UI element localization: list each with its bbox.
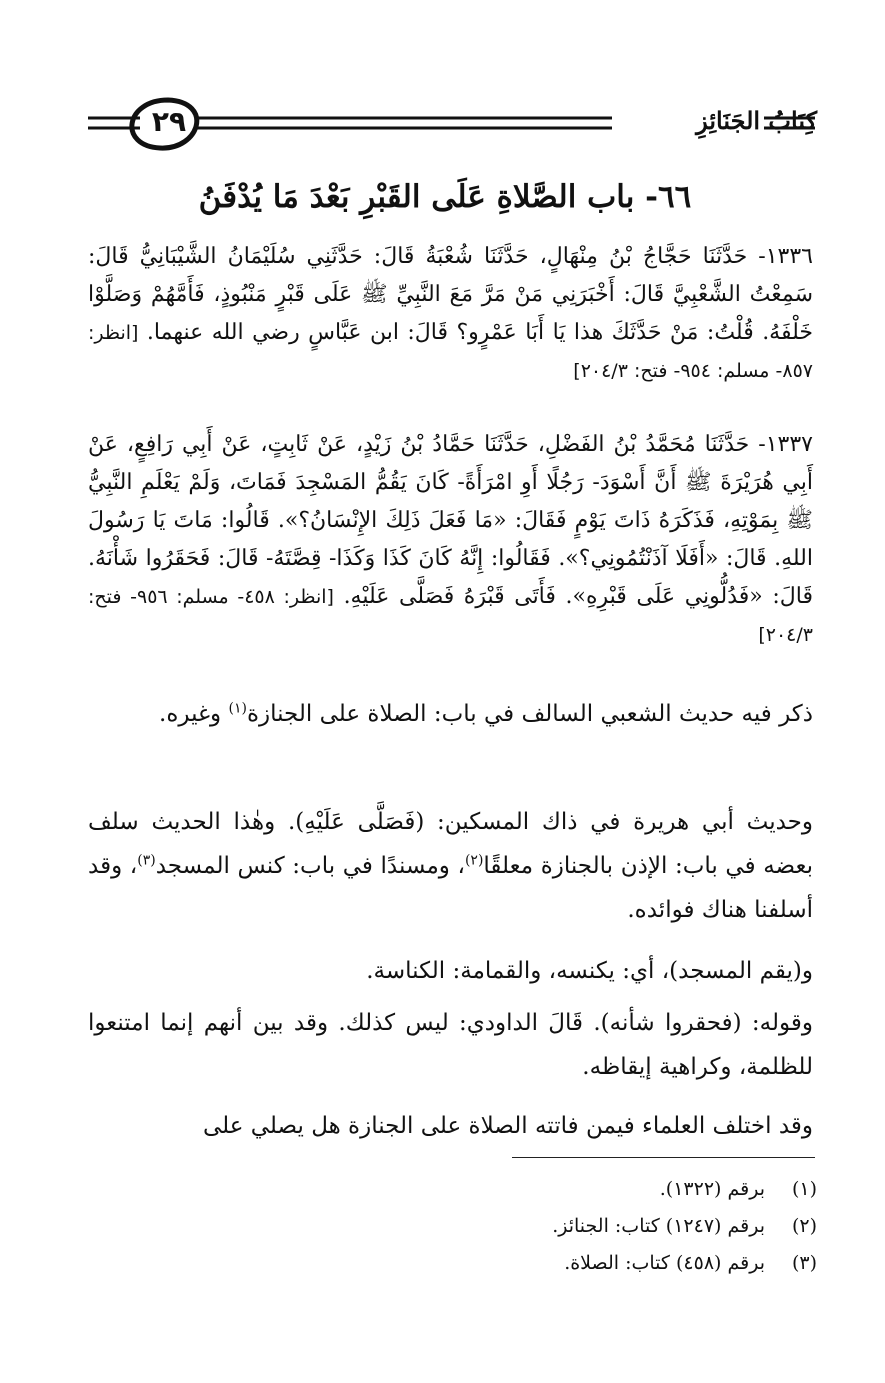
commentary-paragraph — [88, 949, 813, 993]
commentary-paragraph — [88, 692, 813, 736]
footnote-text: برقم (١٢٤٧) كتاب: الجنائز. — [552, 1215, 765, 1237]
commentary-text: و(يقم المسجد)، أي: يكنسه، والقمامة: الكناسة. — [366, 958, 813, 984]
footnote-number: (٢) — [791, 1215, 817, 1237]
page-header — [0, 92, 885, 162]
chapter-title: ٦٦- باب الصَّلاةِ عَلَى القَبْرِ بَعْدَ مَا يُدْفَنُ — [198, 179, 692, 215]
footnote-divider — [512, 1157, 815, 1158]
footnote-item — [552, 1208, 817, 1245]
hadith-reference: [انظر: ٨٥٧- مسلم: ٩٥٤- فتح: ٢٠٤/٣] — [88, 322, 813, 382]
footnotes — [552, 1171, 817, 1282]
footnote-number: (٣) — [791, 1252, 817, 1274]
commentary-text: وغيره. — [159, 701, 229, 727]
commentary-text: وقد اختلف العلماء فيمن فاتته الصلاة على الجنازة هل يصلي على — [202, 1113, 813, 1139]
commentary-paragraph — [88, 1104, 813, 1148]
commentary-text: ، وقد أسلفنا هناك فوائده. — [88, 853, 813, 923]
footnote-item — [552, 1245, 817, 1282]
hadith-text: ١٣٣٦- حَدَّثَنَا حَجَّاجُ بْنُ مِنْهَالٍ، حَدَّثَنَا شُعْبَةُ قَالَ: حَدَّثَنِي سُلَيْمَانُ الشَّيْبَانِيُّ قَالَ: سَمِعْتُ الشَّعْبِيَّ قَالَ: أَخْبَرَنِي مَنْ مَرَّ مَعَ النَّبِيِّ ﷺ عَلَى قَبْرٍ مَنْبُوذٍ، فَأَمَّهُمْ وَصَلَّوْا خَلْفَهُ. قُلْتُ: مَنْ حَدَّثَكَ هذا يَا أَبَا عَمْرٍو؟ قَالَ: ابن عَبَّاسٍ رضي الله عنهما. — [88, 244, 813, 345]
commentary-text: وقوله: (فحقروا شأنه). قَالَ الداودي: ليس كذلك. وقد بين أنهم إنما امتنعوا للظلمة، وكراهية إيقاظه. — [88, 1010, 813, 1080]
commentary-text: وحديث أبي هريرة في ذاك المسكين: (فَصَلَّى عَلَيْهِ). وهٰذا الحديث سلف بعضه في باب: الإذن بالجنازة معلقًا — [88, 809, 813, 879]
footnote-number: (١) — [791, 1178, 817, 1200]
hadith-1336 — [88, 238, 813, 390]
commentary-text: ذكر فيه حديث الشعبي السالف في باب: الصلاة على الجنازة — [246, 701, 813, 727]
footnote-text: برقم (١٣٢٢). — [659, 1178, 765, 1200]
footnote-marker[interactable]: (١) — [228, 700, 247, 717]
footnote-item — [552, 1171, 817, 1208]
commentary-paragraph — [88, 800, 813, 932]
hadith-1337 — [88, 426, 813, 654]
hadith-reference: [انظر: ٤٥٨- مسلم: ٩٥٦- فتح: ٢٠٤/٣] — [88, 586, 813, 646]
footnote-marker[interactable]: (٣) — [137, 852, 156, 869]
page-number: ٢٩ — [151, 105, 187, 138]
running-title: كِتَابُ الجَنَائِزِ — [696, 106, 817, 135]
commentary-text: ، ومسندًا في باب: كنس المسجد — [155, 853, 465, 879]
hadith-text: ١٣٣٧- حَدَّثَنَا مُحَمَّدُ بْنُ الفَضْلِ، حَدَّثَنَا حَمَّادُ بْنُ زَيْدٍ، عَنْ ثَابِتٍ، عَنْ أَبِي رَافِعٍ، عَنْ أَبِي هُرَيْرَةَ ﷺ أَنَّ أَسْوَدَ- رَجُلًا أَوِ امْرَأَةً- كَانَ يَقُمُّ المَسْجِدَ فَمَاتَ، وَلَمْ يَعْلَمِ النَّبِيُّ ﷺ بِمَوْتِهِ، فَذَكَرَهُ ذَاتَ يَوْمٍ فَقَالَ: «مَا فَعَلَ ذَلِكَ الإِنْسَانُ؟». قَالُوا: مَاتَ يَا رَسُولَ اللهِ. قَالَ: «أَفَلَا آذَنْتُمُونِي؟». فَقَالُوا: إِنَّهُ كَانَ كَذَا وَكَذَا- قِصَّتَهُ- قَالَ: فَحَقَرُوا شَأْنَهُ. قَالَ: «فَدُلُّونِي عَلَى قَبْرِهِ». فَأَتَى قَبْرَهُ فَصَلَّى عَلَيْهِ. — [88, 432, 813, 609]
footnote-text: برقم (٤٥٨) كتاب: الصلاة. — [564, 1252, 765, 1274]
footnote-marker[interactable]: (٢) — [464, 852, 484, 869]
commentary-paragraph — [88, 1001, 813, 1089]
